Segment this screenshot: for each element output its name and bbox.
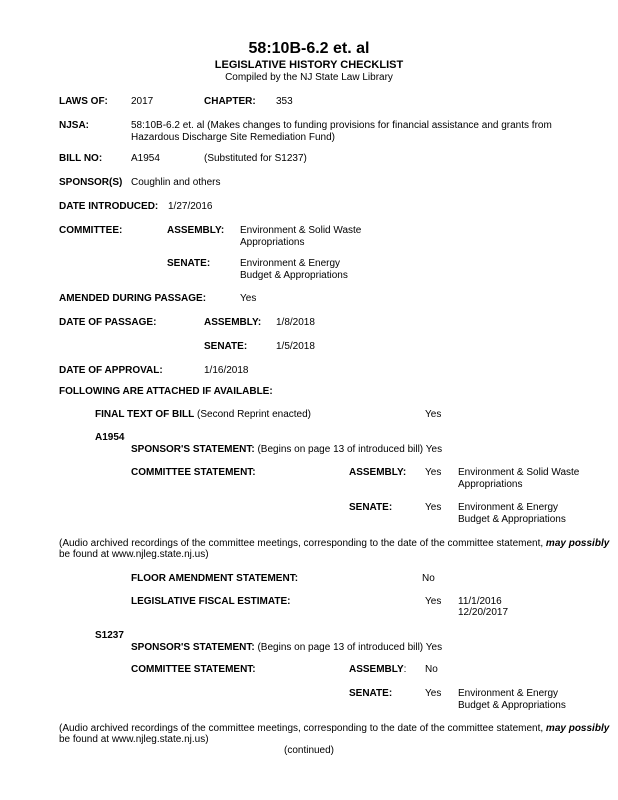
fiscal-estimate-date-1: 11/1/2016	[458, 596, 502, 607]
a1954-sponsor-statement-value: Yes	[425, 444, 443, 455]
date-introduced-value: 1/27/2016	[168, 201, 213, 212]
s1237-assembly-row: ASSEMBLY:	[349, 664, 407, 675]
final-text-note: (Second Reprint enacted)	[197, 409, 312, 420]
a1954-bill-label: A1954	[95, 432, 125, 443]
a1954-assembly-committee-2: Appropriations	[458, 479, 523, 490]
audio-note-line2: be found at www.njleg.state.nj.us)	[59, 549, 209, 560]
committee-senate-line2: Budget & Appropriations	[240, 270, 348, 281]
committee-assembly-label: ASSEMBLY:	[167, 225, 225, 236]
s1237-sponsor-statement-value: Yes	[425, 642, 443, 653]
final-text-value: Yes	[425, 409, 442, 420]
s1237-senate-committee-2: Budget & Appropriations	[458, 700, 566, 711]
audio-note-2-text: (Audio archived recordings of the committee meetings, corresponding to the date of the committee statement,	[59, 723, 546, 734]
s1237-senate-label: SENATE:	[349, 688, 393, 699]
a1954-senate-committee-2: Budget & Appropriations	[458, 514, 566, 525]
laws-of-year: 2017	[131, 96, 154, 107]
final-text-label: FINAL TEXT OF BILL	[95, 409, 195, 420]
audio-note-2-line2: be found at www.njleg.state.nj.us)	[59, 734, 209, 745]
bill-no-label: BILL NO:	[59, 153, 103, 164]
s1237-sponsor-statement-label: SPONSOR'S STATEMENT:	[131, 642, 255, 653]
a1954-assembly-committee-1: Environment & Solid Waste	[458, 467, 580, 478]
fiscal-estimate-date-2: 12/20/2017	[458, 607, 509, 618]
chapter-label: CHAPTER:	[204, 96, 256, 107]
passage-assembly-label: ASSEMBLY:	[204, 317, 262, 328]
sponsor-value: Coughlin and others	[131, 177, 221, 188]
compiled-by: Compiled by the NJ State Law Library	[225, 72, 393, 83]
passage-senate-date: 1/5/2018	[276, 341, 315, 352]
njsa-label: NJSA:	[59, 120, 90, 131]
fiscal-estimate-label: LEGISLATIVE FISCAL ESTIMATE:	[131, 596, 291, 607]
laws-of-label: LAWS OF:	[59, 96, 108, 107]
attached-heading: FOLLOWING ARE ATTACHED IF AVAILABLE:	[59, 386, 273, 397]
page-title: 58:10B-6.2 et. al	[248, 40, 370, 57]
a1954-senate-value: Yes	[425, 502, 442, 513]
njsa-text: 58:10B-6.2 et. al (Makes changes to funding provisions for financial assistance and grants from Hazardous Discharge Site Remediation Fund)	[131, 120, 552, 143]
a1954-sponsor-statement-row	[131, 444, 442, 456]
passage-senate-label: SENATE:	[204, 341, 248, 352]
floor-amendment-label: FLOOR AMENDMENT STATEMENT:	[131, 573, 299, 584]
committee-assembly-line2: Appropriations	[240, 237, 305, 248]
s1237-sponsor-statement-note: (Begins on page 13 of introduced bill)	[257, 642, 424, 653]
amended-label: AMENDED DURING PASSAGE:	[59, 293, 207, 304]
s1237-senate-value: Yes	[425, 688, 442, 699]
s1237-committee-statement-label: COMMITTEE STATEMENT:	[131, 664, 256, 675]
approval-value: 1/16/2018	[204, 365, 249, 376]
chapter-value: 353	[276, 96, 293, 107]
fiscal-estimate-value: Yes	[425, 596, 442, 607]
a1954-sponsor-statement-label: SPONSOR'S STATEMENT:	[131, 444, 255, 455]
substituted-note: (Substituted for S1237)	[204, 153, 307, 164]
a1954-senate-committee-1: Environment & Energy	[458, 502, 559, 513]
a1954-senate-label: SENATE:	[349, 502, 393, 513]
committee-senate-line1: Environment & Energy	[240, 258, 341, 269]
a1954-sponsor-statement-note: (Begins on page 13 of introduced bill)	[257, 444, 424, 455]
audio-note-2-emphasis: may possibly	[545, 723, 610, 734]
bill-no-value: A1954	[131, 153, 160, 164]
a1954-committee-statement-label: COMMITTEE STATEMENT:	[131, 467, 256, 478]
sponsor-label: SPONSOR(S)	[59, 177, 123, 188]
committee-senate-label: SENATE:	[167, 258, 211, 269]
a1954-assembly-value: Yes	[425, 467, 442, 478]
passage-label: DATE OF PASSAGE:	[59, 317, 157, 328]
audio-note-emphasis: may possibly	[545, 538, 610, 549]
final-text-row	[95, 409, 311, 421]
s1237-assembly-label: ASSEMBLY	[349, 664, 404, 675]
continued-note: (continued)	[283, 745, 335, 756]
committee-assembly-line1: Environment & Solid Waste	[240, 225, 362, 236]
s1237-bill-label: S1237	[95, 630, 124, 641]
a1954-assembly-label: ASSEMBLY:	[349, 467, 407, 478]
amended-value: Yes	[240, 293, 257, 304]
floor-amendment-value: No	[422, 573, 435, 584]
approval-label: DATE OF APPROVAL:	[59, 365, 163, 376]
page-subtitle: LEGISLATIVE HISTORY CHECKLIST	[214, 59, 404, 71]
audio-note-text: (Audio archived recordings of the committee meetings, corresponding to the date of the committee statement,	[59, 538, 546, 549]
s1237-sponsor-statement-row	[131, 642, 442, 654]
s1237-assembly-value: No	[425, 664, 438, 675]
date-introduced-label: DATE INTRODUCED:	[59, 201, 159, 212]
passage-assembly-date: 1/8/2018	[276, 317, 315, 328]
committee-label: COMMITTEE:	[59, 225, 123, 236]
s1237-senate-committee-1: Environment & Energy	[458, 688, 559, 699]
